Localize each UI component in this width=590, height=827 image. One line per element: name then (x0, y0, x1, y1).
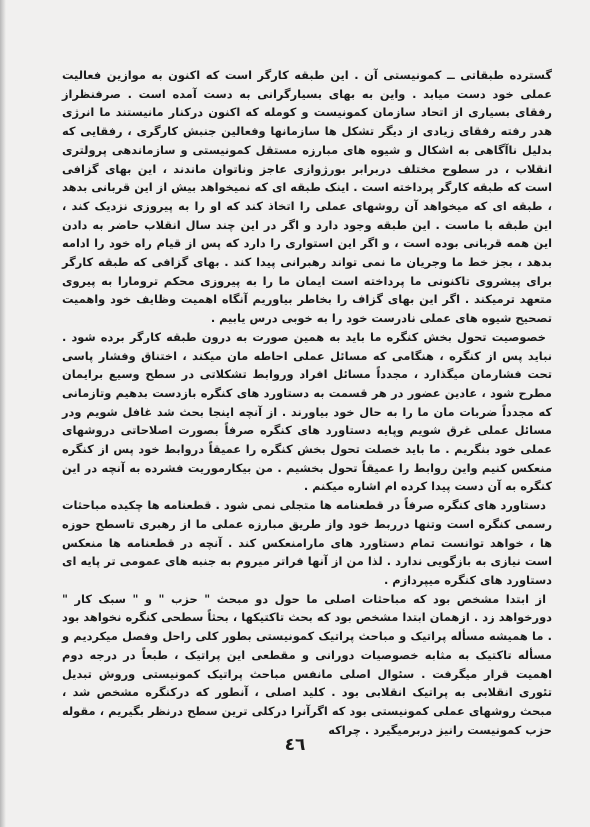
body-text (62, 66, 552, 739)
page-number: ٤٦ (284, 735, 306, 755)
paragraph-1: گسترده طبقاتی ــ کمونیستی آن . این طبقه کارگر است که اکنون به موازین فعالیت عملی خود دست میابد . واین به بهای بسیارگرانی به دست آمده است . صرفنظراز رفقای بسیاری از اتحاد سازمان کمونیست و کومله که اکنون درکنار مانیستند ما انرژی هدر رفته رفقای زیادی از دیگر تشکل ها سازمانها وفعالین جنبش کارگری ، رفقایی که بدلیل ناآگاهی به اشکال و شیوه های مبارزه مستقل کمونیستی و سازماندهی پرولتری انقلاب ، در سطوح مختلف دربرابر بورژوازی عاجز وناتوان ماندند ، این بهای گزافی است که طبقه کارگر پرداخته است . اینک طبقه ای که نمیخواهد بیش از این قربانی بدهد ، طبقه ای که میخواهد آن روشهای عملی را اتخاذ کند که او را به پیروزی نزدیک کند ، این طبقه با ماست . این طبقه وجود دارد و اگر در این چند سال انقلاب حاضر به دادن این همه قربانی بوده است ، و اگر این استواری را دارد که پس از قیام راه خود را ادامه بدهد ، بجز خط ما وجریان ما نمی تواند رهبرانی پیدا کند . بهای گزافی که طبقه کارگر برای پیشروی تاکنونی ما پرداخته است ایمان ما را به پیروزی محکم ترومارا به پیروی متعهد ترمیکند . اگر این بهای گزاف را بخاطر بیاوریم آنگاه اهمیت وظایف خود واهمیت تصحیح شیوه های عملی نادرست خود را به خوبی درس یابیم . (62, 68, 552, 326)
paragraph-4: از ابتدا مشخص بود که مباحثات اصلی ما حول دو مبحث " حزب " و " سبک کار " دورخواهد زد . ازهمان ابتدا مشخص بود که بحث تاکتیکها ، بحثاً سطحی کنگره نخواهد بود . ما همیشه مسأله پراتیک و مباحث پراتیک کمونیستی بطور کلی راحل وفصل میکردیم و مسأله تاکتیک به مثابه خصوصیات دورانی و مقطعی این پراتیک ، طبعاً در درجه دوم اهمیت قرار میگرفت . سئوال اصلی مانفس مباحث پراتیک کمونیستی وروش تبدیل تئوری انقلابی به پراتیک انقلابی بود . کلید اصلی ، آنطور که درکنگره مشخص شد ، مبحث روشهای عملی کمونیستی بود که اگرآنرا درکلی ترین سطح درنظر بگیریم ، مقوله حزب کمونیست رانیز دربرمیگیرد . چراکه (62, 591, 552, 737)
paragraph-3: دستاورد های کنگره صرفاً در قطعنامه ها متجلی نمی شود . قطعنامه ها چکیده مباحثات رسمی کنگره است وتنها درربط خود واز طریق مبارزه عملی ما از رهبری تاسطح حوزه ها ، خواهد توانست تمام دستاورد های مارامنعکس کند . آنچه در قطعنامه ها منعکس است نیازی به بازگویی ندارد . لذا من از آنها فراتر میروم به جنبه های عمومی تر پایه ای دستاورد های کنگره میپردازم . (62, 498, 552, 587)
paragraph-2: خصوصیت تحول بخش کنگره ما باید به همین صورت به درون طبقه کارگر برده شود . نباید پس از کنگره ، هنگامی که مسائل عملی احاطه مان میکند ، اختناق وفشار پاسی تحت فشارمان میگذارد ، مجدداً مسائل افراد وروابط تشکلاتی در سطح وسیع برایمان مطرح شود ، عادین عضور در هر قسمت به دستاورد های کنگره بازدست بدهیم وتازمانی که مجدداً ضربات مان ما را به حال خود بیاورند . از آنچه اینجا بحث شد غافل شویم ودر مسائل عملی غرق شویم وپایه دستاورد های کنگره صرفاً بصورت اصلاحاتی دروشهای عملی خود بنگریم . ما باید خصلت تحول بخش کنگره را عمیقاً دروابط خود پس از کنگره منعکس کنیم واین روابط را عمیقاً تحول بخشیم . من بیکارموریت فشرده به آنچه در این کنگره به آن دست پیدا کرده ام اشاره میکنم . (62, 329, 552, 494)
page-edge-shadow (0, 0, 6, 827)
